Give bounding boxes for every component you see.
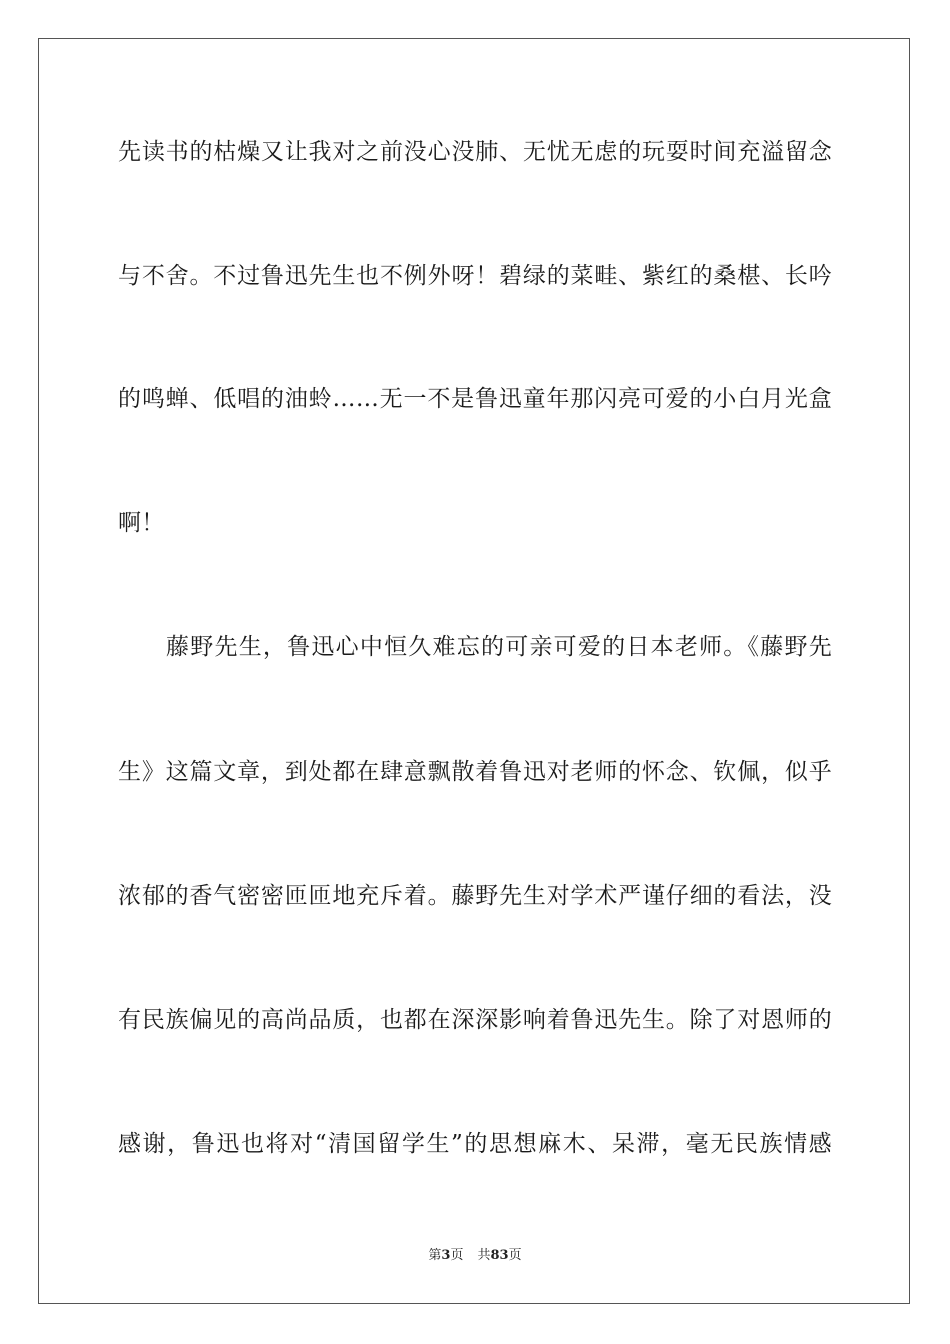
page-footer bbox=[0, 1247, 950, 1265]
total-pages: 83 bbox=[490, 1248, 509, 1263]
total-prefix: 共 bbox=[477, 1248, 491, 1263]
text-line: 的鸣蝉、低唱的油蛉……无一不是鲁迅童年那闪亮可爱的小白月光盒 bbox=[118, 386, 832, 412]
text-line: 先读书的枯燥又让我对之前没心没肺、无忧无虑的玩耍时间充溢留念 bbox=[118, 139, 832, 165]
text-line: 与不舍。不过鲁迅先生也不例外呀！碧绿的菜畦、紫红的桑椹、长吟 bbox=[118, 263, 832, 289]
text-line: 有民族偏见的高尚品质，也都在深深影响着鲁迅先生。除了对恩师的 bbox=[118, 1007, 832, 1033]
page-number: 3 bbox=[441, 1248, 451, 1263]
text-line: 藤野先生，鲁迅心中恒久难忘的可亲可爱的日本老师。《藤野先 bbox=[166, 634, 832, 660]
text-line: 感谢，鲁迅也将对“清国留学生”的思想麻木、呆滞，毫无民族情感 bbox=[118, 1131, 832, 1157]
text-line: 浓郁的香气密密匝匝地充斥着。藤野先生对学术严谨仔细的看法，没 bbox=[118, 883, 832, 909]
text-line: 生》这篇文章，到处都在肆意飘散着鲁迅对老师的怀念、钦佩，似乎 bbox=[118, 759, 832, 785]
total-suffix: 页 bbox=[508, 1248, 522, 1263]
page-suffix: 页 bbox=[450, 1248, 464, 1263]
page-border bbox=[38, 38, 910, 1304]
text-line: 啊！ bbox=[118, 510, 165, 536]
page-prefix: 第 bbox=[428, 1248, 442, 1263]
